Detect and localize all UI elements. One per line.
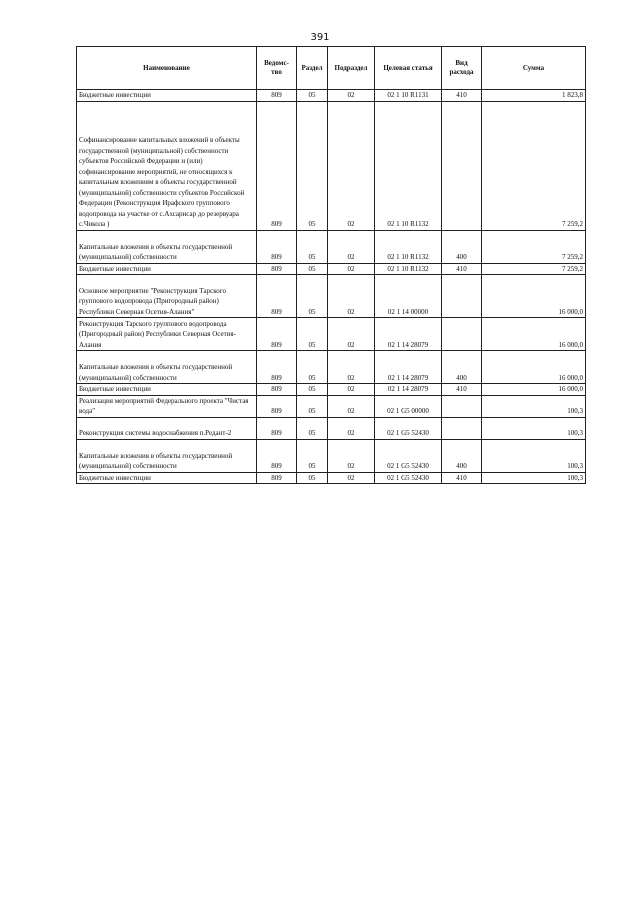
cell-podrazdel: 02 [328,275,375,318]
cell-summa: 16 000,0 [482,351,586,384]
cell-vid [442,101,482,230]
cell-name: Бюджетные инвестиции [77,384,257,396]
cell-vedomstvo: 809 [257,417,297,439]
cell-summa: 1 823,8 [482,90,586,102]
table-row [77,439,586,472]
table-row [77,318,586,351]
cell-name: Капитальные вложения в объекты государственной (муниципальной) собственности [77,439,257,472]
cell-razdel: 05 [297,263,328,275]
cell-podrazdel: 02 [328,230,375,263]
cell-razdel: 05 [297,439,328,472]
table-row [77,351,586,384]
cell-celevaya: 02 1 G5 52430 [375,417,442,439]
table-row [77,384,586,396]
cell-vid: 400 [442,230,482,263]
header-celevaya: Целевая статья [375,47,442,90]
cell-summa: 16 000,0 [482,275,586,318]
cell-podrazdel: 02 [328,318,375,351]
cell-vid [442,275,482,318]
header-podrazdel: Подраздел [328,47,375,90]
cell-vid: 410 [442,472,482,484]
cell-name: Реконструкция системы водоснабжения п.Редант-2 [77,417,257,439]
cell-razdel: 05 [297,101,328,230]
cell-podrazdel: 02 [328,101,375,230]
cell-razdel: 05 [297,318,328,351]
table-header-row [77,47,586,90]
cell-celevaya: 02 1 10 R1132 [375,230,442,263]
table-row [77,417,586,439]
header-summa: Сумма [482,47,586,90]
cell-celevaya: 02 1 14 28079 [375,351,442,384]
cell-podrazdel: 02 [328,472,375,484]
cell-vedomstvo: 809 [257,275,297,318]
cell-name: Капитальные вложения в объекты государственной (муниципальной) собственности [77,230,257,263]
cell-podrazdel: 02 [328,395,375,417]
cell-podrazdel: 02 [328,263,375,275]
cell-vid [442,417,482,439]
cell-vid: 410 [442,90,482,102]
header-name: Наименование [77,47,257,90]
cell-razdel: 05 [297,384,328,396]
cell-vedomstvo: 809 [257,230,297,263]
cell-name: Реализация мероприятий Федерального проекта "Чистая вода" [77,395,257,417]
cell-razdel: 05 [297,472,328,484]
header-razdel: Раздел [297,47,328,90]
cell-vedomstvo: 809 [257,101,297,230]
cell-vedomstvo: 809 [257,439,297,472]
cell-razdel: 05 [297,395,328,417]
table-row [77,472,586,484]
cell-vid: 400 [442,351,482,384]
cell-name: Бюджетные инвестиции [77,90,257,102]
cell-podrazdel: 02 [328,351,375,384]
cell-summa: 100,3 [482,395,586,417]
cell-razdel: 05 [297,90,328,102]
cell-vedomstvo: 809 [257,351,297,384]
cell-celevaya: 02 1 G5 00000 [375,395,442,417]
cell-vedomstvo: 809 [257,263,297,275]
table-row [77,101,586,230]
cell-vid: 410 [442,263,482,275]
table-row [77,230,586,263]
cell-summa: 100,3 [482,439,586,472]
cell-summa: 100,3 [482,472,586,484]
cell-summa: 100,3 [482,417,586,439]
cell-razdel: 05 [297,230,328,263]
cell-celevaya: 02 1 10 R1132 [375,263,442,275]
budget-table [76,46,586,484]
cell-podrazdel: 02 [328,417,375,439]
cell-razdel: 05 [297,351,328,384]
table-row [77,395,586,417]
cell-vid: 400 [442,439,482,472]
cell-razdel: 05 [297,275,328,318]
cell-vid: 410 [442,384,482,396]
cell-vedomstvo: 809 [257,395,297,417]
table-row [77,263,586,275]
cell-podrazdel: 02 [328,384,375,396]
cell-podrazdel: 02 [328,439,375,472]
cell-vedomstvo: 809 [257,318,297,351]
page-number: 391 [310,32,330,43]
cell-vid [442,395,482,417]
table-row [77,275,586,318]
cell-name: Бюджетные инвестиции [77,472,257,484]
cell-vedomstvo: 809 [257,384,297,396]
cell-summa: 16 000,0 [482,318,586,351]
cell-celevaya: 02 1 14 28079 [375,384,442,396]
cell-vedomstvo: 809 [257,90,297,102]
cell-celevaya: 02 1 10 R1132 [375,101,442,230]
cell-vid [442,318,482,351]
table-row [77,90,586,102]
cell-summa: 7 259,2 [482,263,586,275]
cell-name: Капитальные вложения в объекты государственной (муниципальной) собственности [77,351,257,384]
header-vedomstvo: Ведомс-тво [257,47,297,90]
cell-celevaya: 02 1 G5 52430 [375,472,442,484]
cell-name: Бюджетные инвестиции [77,263,257,275]
cell-celevaya: 02 1 14 00000 [375,275,442,318]
cell-podrazdel: 02 [328,90,375,102]
cell-summa: 7 259,2 [482,230,586,263]
header-vid: Вид расхода [442,47,482,90]
cell-celevaya: 02 1 14 28079 [375,318,442,351]
cell-vedomstvo: 809 [257,472,297,484]
cell-name: Основное мероприятие "Реконструкция Тарского группового водопровода (Пригородный район) Республики Северная Осетия-Алания" [77,275,257,318]
cell-summa: 7 259,2 [482,101,586,230]
cell-summa: 16 000,0 [482,384,586,396]
cell-name: Реконструкция Тарского группового водопровода (Пригородный район) Республики Северная Осетия-Алания [77,318,257,351]
cell-razdel: 05 [297,417,328,439]
cell-name: Софинансирование капитальных вложений в объекты государственной (муниципальной) собственности субъектов Российской Федерации и (или) софинансирование мероприятий, не относящихся к капитальным вложениям в объекты государственной (муниципальной) собственности субъектов Российской Федерации (Реконструкция Ирафского группового водопровода на участке от с.Ахсарисар до резервуара с.Чикола ) [77,101,257,230]
cell-celevaya: 02 1 G5 52430 [375,439,442,472]
cell-celevaya: 02 1 10 R1131 [375,90,442,102]
